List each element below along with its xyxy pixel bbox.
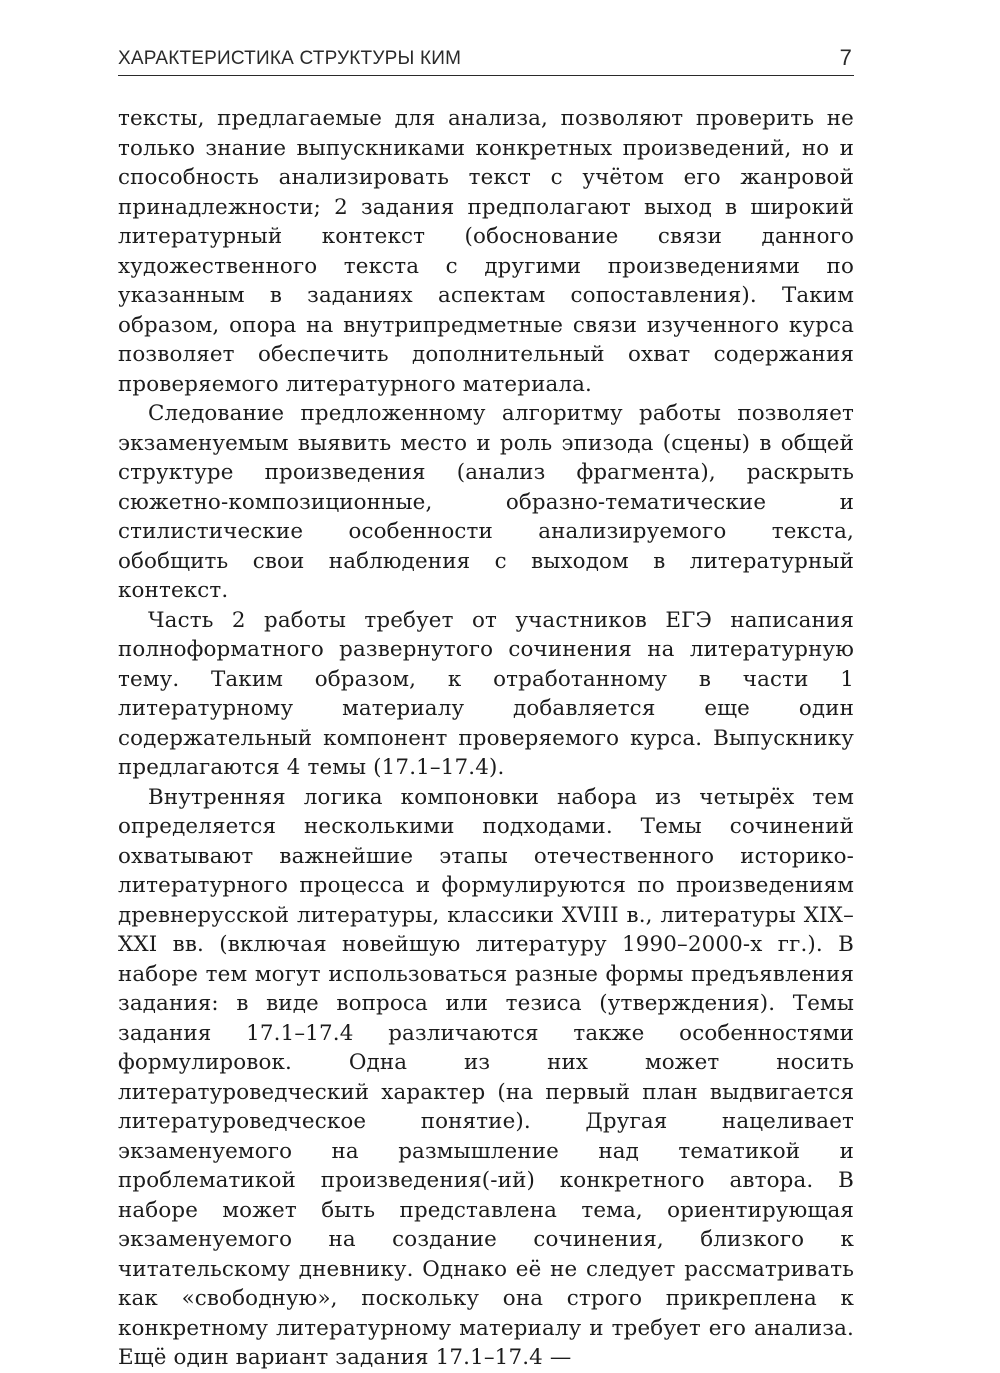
running-head [118,44,854,74]
paragraph-topics-logic: Внутренняя логика компоновки набора из четырёх тем определяется несколькими подходами. Темы сочинений охватывают важнейшие этапы отечественного историко-литературного процесса и формулируются по произведениям древнерусской литературы, классики XVIII в., литературы XIX–XXI вв. (включая новейшую литературу 1990–2000-х гг.). В наборе тем могут использоваться разные формы предъявления задания: в виде вопроса или тезиса (утверждения). Темы задания 17.1–17.4 различаются также особенностями формулировок. Одна из них может носить литературоведческий характер (на первый план выдвигается литературоведческое понятие). Другая нацеливает экзаменуемого на размышление над тематикой и проблематикой произведения(-ий) конкретного автора. В наборе может быть представлена тема, ориентирующая экзаменуемого на создание сочинения, близкого к читательскому дневнику. Однако её не следует рассматривать как «свободную», поскольку она строго прикреплена к конкретному литературному материалу и требует его анализа. Ещё один вариант задания 17.1–17.4 — [118,784,854,1370]
paragraph-continued: тексты, предлагаемые для анализа, позволяют проверить не только знание выпускниками конкретных произведений, но и способность анализировать текст с учётом его жанровой принадлежности; 2 задания предполагают выход в широкий литературный контекст (обоснование связи данного художественного текста с другими произведениями по указанным в заданиях аспектам сопоставления). Таким образом, опора на внутрипредметные связи изученного курса позволяет обеспечить дополнительный охват содержания проверяемого литературного материала. [118,106,854,397]
page-number: 7 [839,45,852,70]
header-divider [118,75,854,76]
body-text [118,104,854,1373]
running-head-title: ХАРАКТЕРИСТИКА СТРУКТУРЫ КИМ [118,48,462,69]
paragraph-part-two: Часть 2 работы требует от участников ЕГЭ написания полноформатного развернутого сочинения на литературную тему. Таким образом, к отработанному в части 1 литературному материалу добавляется еще один содержательный компонент проверяемого курса. Выпускнику предлагаются 4 темы (17.1–17.4). [118,607,854,780]
paragraph-algorithm: Следование предложенному алгоритму работы позволяет экзаменуемым выявить место и роль эпизода (сцены) в общей структуре произведения (анализ фрагмента), раскрыть сюжетно-композиционные, образно-тематические и стилистические особенности анализируемого текста, обобщить свои наблюдения с выходом в литературный контекст. [118,401,854,603]
